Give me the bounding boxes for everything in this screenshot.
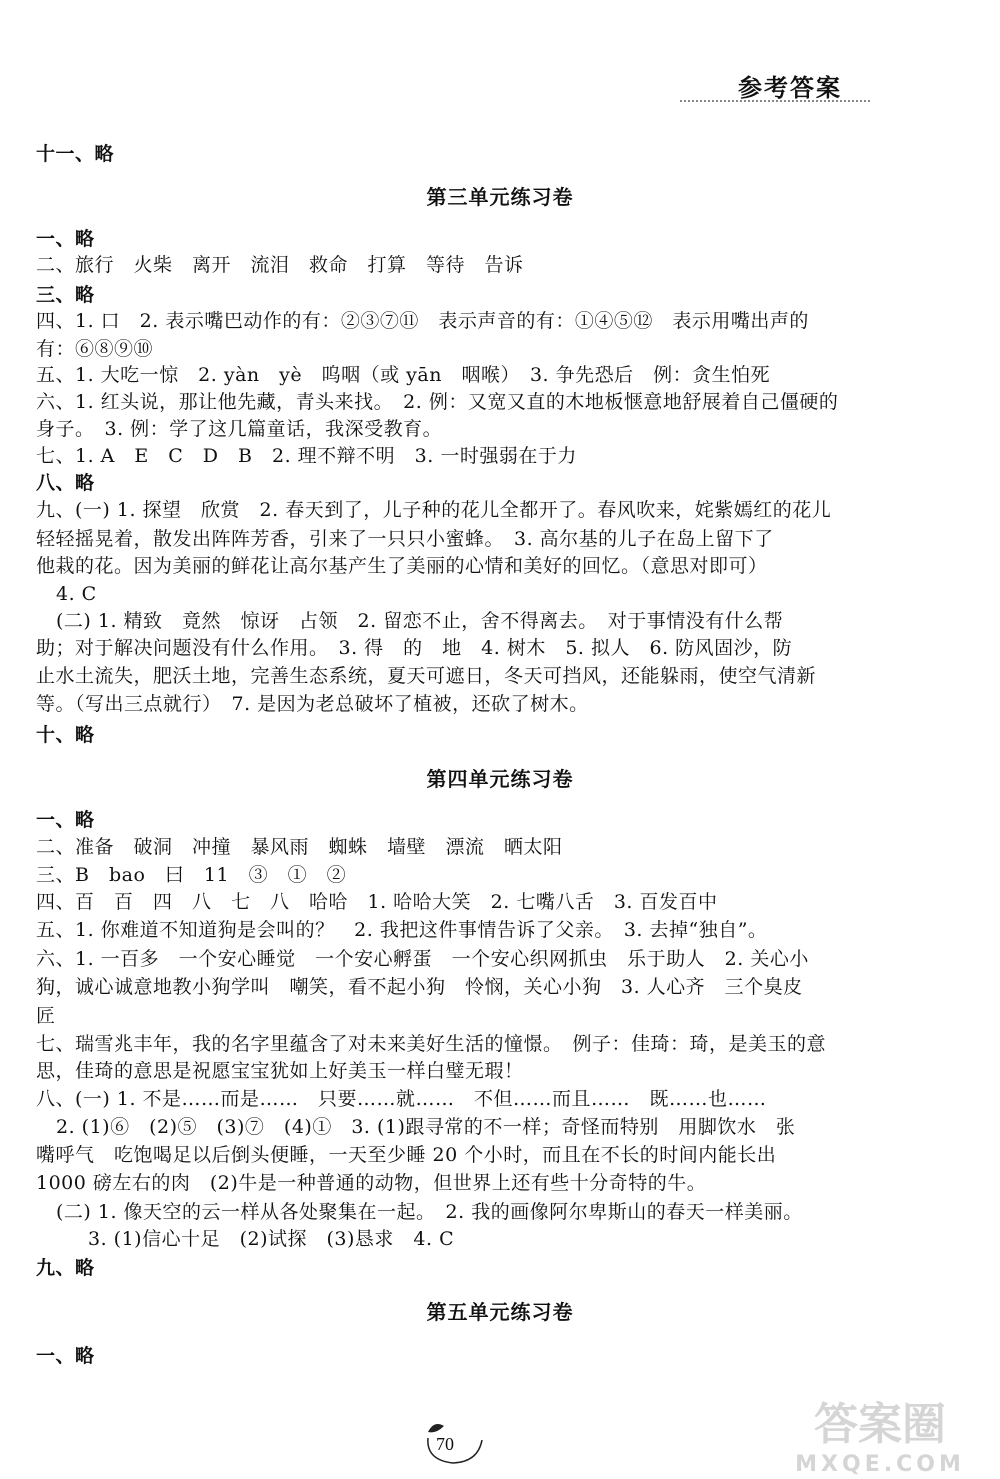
answer-line: 一、略	[36, 809, 95, 831]
answer-line: 狗，诚心诚意地教小狗学叫 嘲笑，看不起小狗 怜悯，关心小狗 3. 人心齐 三个臭皮	[36, 976, 803, 998]
answer-line: 三、B bao 曰 11 ③ ① ②	[36, 864, 347, 886]
answer-line: 匠	[36, 1005, 56, 1027]
answer-line: 十一、略	[36, 143, 115, 165]
answer-line: 三、略	[36, 284, 95, 306]
answer-line: 有：⑥⑧⑨⑩	[36, 338, 154, 360]
answer-line: (二) 1. 精致 竟然 惊讶 占领 2. 留恋不止，舍不得离去。 对于事情没有什么帮	[56, 610, 784, 632]
answer-line: 六、1. 红头说，那让他先藏，青头来找。 2. 例：又宽又直的木地板惬意地舒展着自己僵硬的	[36, 391, 839, 413]
answer-line: 助；对于解决问题没有什么作用。 3. 得 的 地 4. 树木 5. 拟人 6. 防风固沙，防	[36, 637, 793, 659]
answer-line: 思，佳琦的意思是祝愿宝宝犹如上好美玉一样白璧无瑕！	[36, 1060, 524, 1082]
answer-line: 止水土流失，肥沃土地，完善生态系统，夏天可遮日，冬天可挡风，还能躲雨，使空气清新	[36, 665, 817, 687]
answer-line: (二) 1. 像天空的云一样从各处聚集在一起。 2. 我的画像阿尔卑斯山的春天一样美丽。	[56, 1201, 803, 1223]
answer-line: 等。（写出三点就行） 7. 是因为老总破坏了植被，还砍了树木。	[36, 693, 589, 715]
answer-line: 嘴呼气 吃饱喝足以后倒头便睡，一天至少睡 20 个小时，而且在不长的时间内能长出	[36, 1144, 777, 1166]
answer-line: 一、略	[36, 228, 95, 250]
answer-line: 八、(一) 1. 不是……而是…… 只要……就…… 不但……而且…… 既……也……	[36, 1088, 767, 1110]
answer-line: 二、准备 破洞 冲撞 暴风雨 蜘蛛 墙壁 漂流 晒太阳	[36, 836, 563, 858]
answer-line: 七、1. A E C D B 2. 理不辩不明 3. 一时强弱在于力	[36, 445, 577, 467]
answer-line: 他栽的花。因为美丽的鲜花让高尔基产生了美丽的心情和美好的回忆。（意思对即可）	[36, 555, 768, 577]
answer-line: 4. C	[56, 583, 97, 605]
page-number: 70	[436, 1434, 454, 1454]
watermark-logo-icon	[770, 1395, 990, 1475]
header-dotted-rule	[680, 100, 870, 102]
answer-line: 七、瑞雪兆丰年，我的名字里蕴含了对未来美好生活的憧憬。 例子：佳琦：琦，是美玉的意	[36, 1033, 827, 1055]
answer-line: 四、1. 口 2. 表示嘴巴动作的有：②③⑦⑪ 表示声音的有：①④⑤⑫ 表示用嘴出声的	[36, 310, 809, 332]
answer-line: 二、旅行 火柴 离开 流泪 救命 打算 等待 告诉	[36, 254, 524, 276]
svg-text:MXQE.COM: MXQE.COM	[795, 1452, 965, 1475]
section-title: 第四单元练习卷	[426, 767, 574, 791]
answer-line: 九、略	[36, 1257, 95, 1279]
answer-line: 六、1. 一百多 一个安心睡觉 一个安心孵蛋 一个安心织网抓虫 乐于助人 2. 关心小	[36, 948, 809, 970]
answer-line: 3. (1)信心十足 (2)试探 (3)恳求 4. C	[88, 1228, 455, 1250]
answer-line: 2. (1)⑥ (2)⑤ (3)⑦ (4)① 3. (1)跟寻常的不一样；奇怪而特别 用脚饮水 张	[56, 1116, 796, 1138]
answer-line: 五、1. 大吃一惊 2. yàn yè 呜咽（或 yān 咽喉） 3. 争先恐后 例：贪生怕死	[36, 364, 771, 386]
answer-line: 四、百 百 四 八 七 八 哈哈 1. 哈哈大笑 2. 七嘴八舌 3. 百发百中	[36, 891, 718, 913]
answer-line: 九、(一) 1. 探望 欣赏 2. 春天到了，儿子种的花儿全都开了。春风吹来，姹紫嫣红的花儿	[36, 499, 832, 521]
answer-line: 身子。 3. 例：学了这几篇童话，我深受教育。	[36, 418, 443, 440]
answer-line: 十、略	[36, 724, 95, 746]
section-title: 第三单元练习卷	[426, 185, 574, 209]
answer-line: 八、略	[36, 472, 95, 494]
section-header-label: 参考答案	[738, 74, 842, 102]
section-title: 第五单元练习卷	[426, 1300, 574, 1324]
answer-line: 轻轻摇晃着，散发出阵阵芳香，引来了一只只小蜜蜂。 3. 高尔基的儿子在岛上留下了	[36, 528, 774, 550]
svg-text:答案圈: 答案圈	[814, 1399, 946, 1450]
answer-line: 1000 磅左右的肉 (2)牛是一种普通的动物，但世界上还有些十分奇特的牛。	[36, 1172, 707, 1194]
answer-line: 五、1. 你难道不知道狗是会叫的？ 2. 我把这件事情告诉了父亲。 3. 去掉“独自”。	[36, 919, 768, 941]
answer-line: 一、略	[36, 1345, 95, 1367]
